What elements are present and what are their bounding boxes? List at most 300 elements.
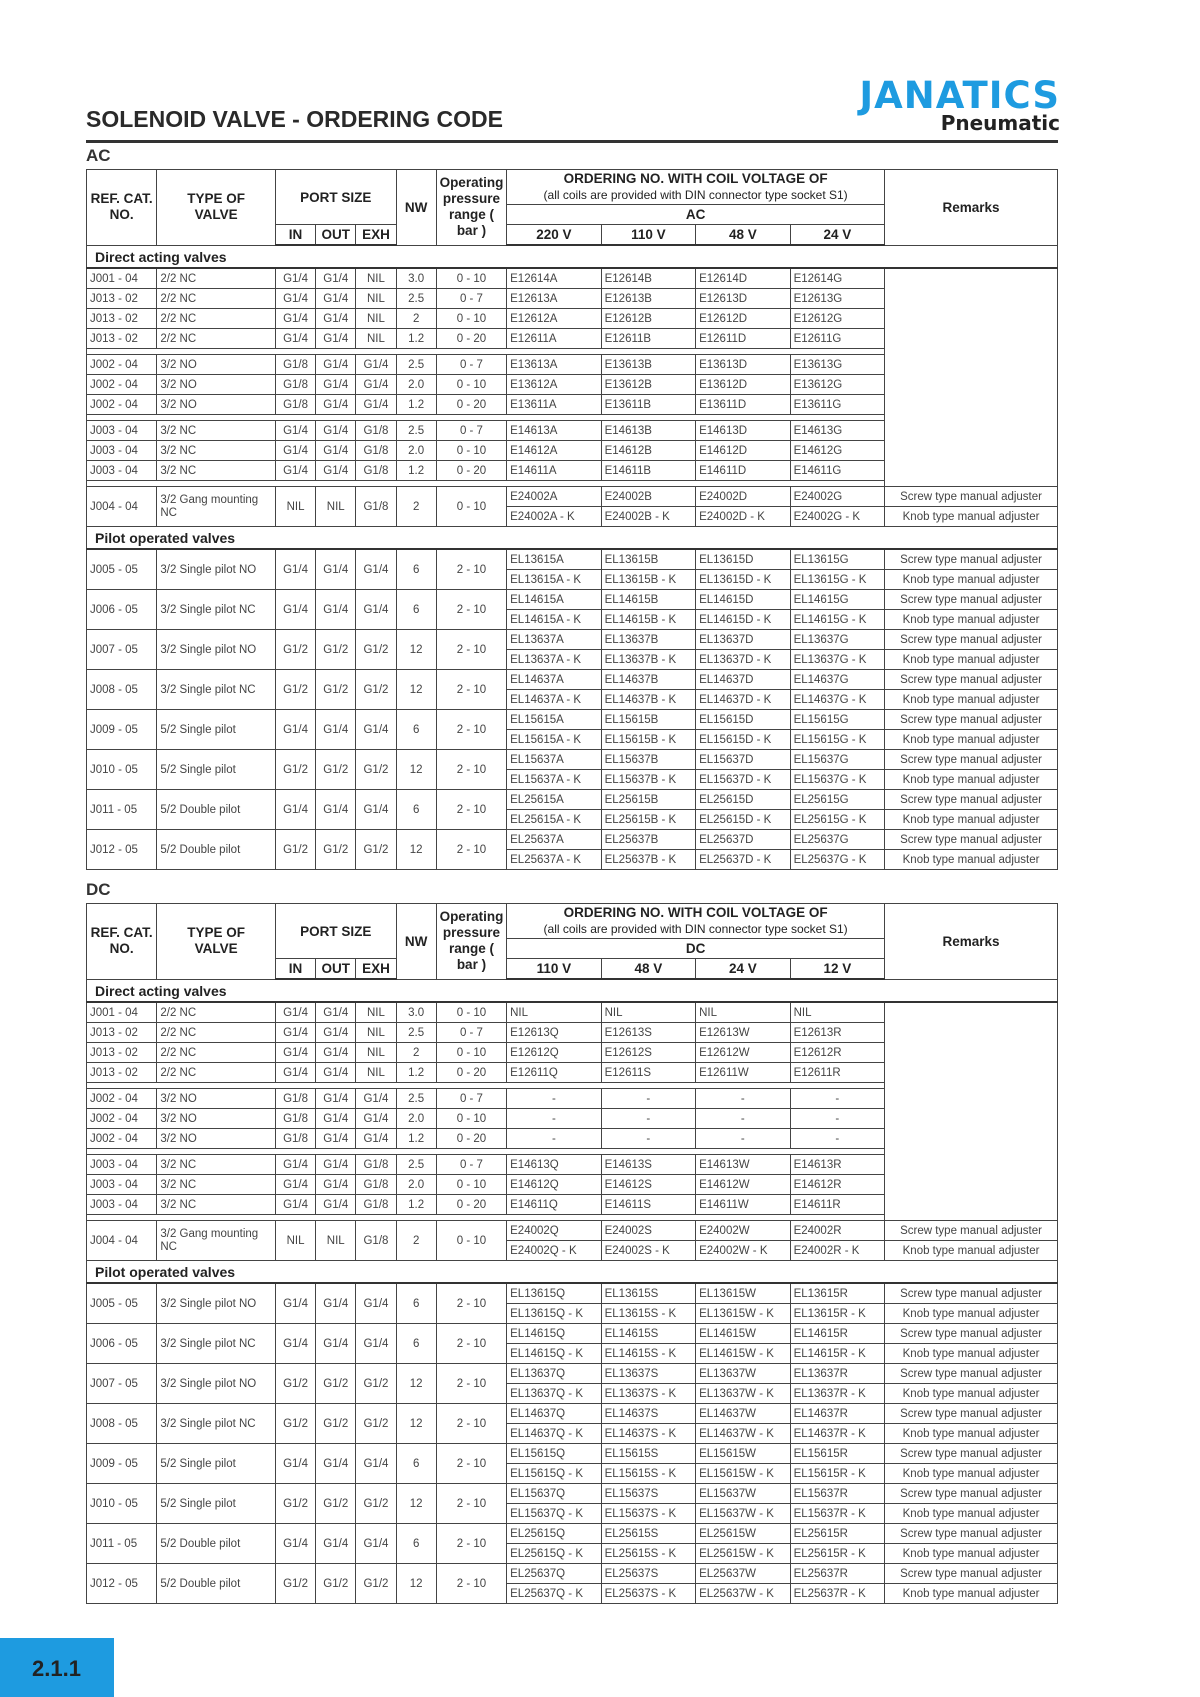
cell: G1/8	[275, 1129, 315, 1149]
cell: G1/4	[356, 355, 396, 375]
cell: J013 - 02	[87, 1023, 157, 1043]
table-row	[87, 1444, 1058, 1464]
cell: 2.5	[396, 421, 436, 441]
cell-in: G1/2	[275, 1404, 315, 1444]
cell: NIL	[356, 329, 396, 349]
cell: 1.2	[396, 461, 436, 481]
cell-remarks: Screw type manual adjuster	[885, 750, 1058, 770]
cell: 2	[396, 309, 436, 329]
cell-exh: G1/2	[356, 670, 396, 710]
cell: E12612A	[507, 309, 601, 329]
cell: G1/8	[275, 375, 315, 395]
header-pressure: Operating pressure range ( bar )	[436, 170, 506, 246]
cell-order-no: EL13637R - K	[790, 1384, 885, 1404]
cell: E13612G	[790, 375, 885, 395]
table-row	[87, 630, 1058, 650]
cell-nw: 6	[396, 1283, 436, 1324]
cell: G1/4	[275, 441, 315, 461]
cell-order-no: EL14615G - K	[790, 610, 885, 630]
cell: E14611G	[790, 461, 885, 481]
header-voltage: 48 V	[696, 225, 790, 246]
cell-type: 3/2 Gang mounting NC	[157, 1221, 276, 1261]
cell-order-no: EL13615G - K	[790, 570, 885, 590]
cell-order-no: E24002A	[507, 487, 601, 507]
cell: NIL	[356, 268, 396, 289]
cell-remarks: Screw type manual adjuster	[885, 1283, 1058, 1304]
cell-in: G1/4	[275, 1324, 315, 1364]
cell-exh: G1/4	[356, 1324, 396, 1364]
cell-type: 5/2 Double pilot	[157, 830, 276, 870]
cell-pressure: 2 - 10	[436, 1364, 506, 1404]
cell: E14613W	[696, 1155, 790, 1175]
header-ref: REF. CAT. NO.	[87, 904, 157, 980]
cell-exh: G1/4	[356, 1283, 396, 1324]
cell-order-no: EL14637B - K	[601, 690, 695, 710]
remarks-empty-cell	[885, 1002, 1058, 1221]
table-row	[87, 268, 1058, 289]
cell-exh: G1/8	[356, 487, 396, 527]
cell-nw: 6	[396, 1444, 436, 1484]
header-pressure: Operating pressure range ( bar )	[436, 904, 506, 980]
cell-out: G1/2	[316, 1564, 356, 1604]
cell-out: NIL	[316, 1221, 356, 1261]
cell-order-no: E24002S - K	[601, 1241, 695, 1261]
cell: G1/4	[316, 1023, 356, 1043]
page-number: 2.1.1	[32, 1656, 81, 1681]
cell-order-no: EL14637B	[601, 670, 695, 690]
cell-order-no: EL14615D - K	[696, 610, 790, 630]
cell: NIL	[601, 1002, 695, 1023]
cell-order-no: EL14637G - K	[790, 690, 885, 710]
cell: E14612B	[601, 441, 695, 461]
cell-order-no: E24002Q - K	[507, 1241, 601, 1261]
cell-order-no: EL13615B - K	[601, 570, 695, 590]
cell-type: 5/2 Single pilot	[157, 1484, 276, 1524]
cell-ref: J009 - 05	[87, 1444, 157, 1484]
cell: G1/4	[275, 1002, 315, 1023]
cell: G1/4	[316, 1129, 356, 1149]
cell-ref: J004 - 04	[87, 487, 157, 527]
header-port-size: PORT SIZE	[275, 170, 396, 225]
cell-ref: J007 - 05	[87, 630, 157, 670]
cell-remarks: Knob type manual adjuster	[885, 1464, 1058, 1484]
header-ordering	[507, 904, 885, 939]
cell-pressure: 0 - 10	[436, 487, 506, 527]
cell-ref: J010 - 05	[87, 750, 157, 790]
group-label: Pilot operated valves	[87, 1261, 1058, 1284]
cell-in: G1/4	[275, 590, 315, 630]
cell-order-no: EL25615A	[507, 790, 601, 810]
cell-order-no: EL15637G - K	[790, 770, 885, 790]
cell: 0 - 20	[436, 461, 506, 481]
cell: E14612W	[696, 1175, 790, 1195]
cell-type: 5/2 Single pilot	[157, 750, 276, 790]
cell-in: G1/2	[275, 1484, 315, 1524]
cell-remarks: Knob type manual adjuster	[885, 1344, 1058, 1364]
cell: 0 - 20	[436, 1063, 506, 1083]
cell: G1/4	[316, 309, 356, 329]
cell-order-no: E24002A - K	[507, 507, 601, 527]
cell: 0 - 10	[436, 268, 506, 289]
header-remarks: Remarks	[885, 170, 1058, 246]
cell: -	[601, 1089, 695, 1109]
cell-pressure: 2 - 10	[436, 790, 506, 830]
cell-remarks: Knob type manual adjuster	[885, 1544, 1058, 1564]
cell-type: 5/2 Double pilot	[157, 790, 276, 830]
cell-out: G1/4	[316, 1283, 356, 1324]
cell-order-no: EL25637Q - K	[507, 1584, 601, 1604]
cell: G1/4	[275, 289, 315, 309]
cell-order-no: EL15637A - K	[507, 770, 601, 790]
cell-order-no: E24002W - K	[696, 1241, 790, 1261]
cell-in: NIL	[275, 487, 315, 527]
cell: -	[696, 1089, 790, 1109]
cell-order-no: EL14637D - K	[696, 690, 790, 710]
cell-pressure: 2 - 10	[436, 1404, 506, 1444]
header-row	[87, 904, 1058, 939]
cell-order-no: EL25637B - K	[601, 850, 695, 870]
cell-order-no: EL14637W - K	[696, 1424, 790, 1444]
cell-order-no: EL13637W	[696, 1364, 790, 1384]
header-ordering	[507, 170, 885, 205]
cell-order-no: EL14615S	[601, 1324, 695, 1344]
cell: 0 - 10	[436, 309, 506, 329]
cell: G1/4	[316, 395, 356, 415]
cell-order-no: EL25615W	[696, 1524, 790, 1544]
cell: J003 - 04	[87, 1195, 157, 1215]
cell: 1.2	[396, 1195, 436, 1215]
cell-ref: J012 - 05	[87, 830, 157, 870]
cell-order-no: EL14637G	[790, 670, 885, 690]
cell: E12611R	[790, 1063, 885, 1083]
cell: E12612R	[790, 1043, 885, 1063]
cell: E14613G	[790, 421, 885, 441]
cell-order-no: EL14615W - K	[696, 1344, 790, 1364]
cell: E13613A	[507, 355, 601, 375]
cell-nw: 12	[396, 1404, 436, 1444]
cell: 0 - 10	[436, 1109, 506, 1129]
cell: G1/4	[275, 1175, 315, 1195]
cell-order-no: EL25615G	[790, 790, 885, 810]
cell-nw: 12	[396, 750, 436, 790]
cell-order-no: EL25615S	[601, 1524, 695, 1544]
cell: E12612D	[696, 309, 790, 329]
cell-in: G1/4	[275, 710, 315, 750]
cell: E12612W	[696, 1043, 790, 1063]
group-row-direct	[87, 979, 1058, 1002]
cell-pressure: 2 - 10	[436, 630, 506, 670]
cell-ref: J008 - 05	[87, 1404, 157, 1444]
cell: J001 - 04	[87, 268, 157, 289]
cell: G1/4	[356, 1109, 396, 1129]
cell-order-no: EL13615Q	[507, 1283, 601, 1304]
cell-exh: G1/2	[356, 1404, 396, 1444]
group-row-pilot	[87, 1261, 1058, 1284]
cell-nw: 2	[396, 487, 436, 527]
header-type: TYPE OF VALVE	[157, 904, 276, 980]
header-out: OUT	[316, 959, 356, 980]
table-row	[87, 750, 1058, 770]
cell: NIL	[356, 1002, 396, 1023]
cell-type: 3/2 Gang mounting NC	[157, 487, 276, 527]
cell-remarks: Screw type manual adjuster	[885, 1484, 1058, 1504]
cell: G1/8	[356, 1175, 396, 1195]
cell: E14612Q	[507, 1175, 601, 1195]
cell-type: 3/2 Single pilot NO	[157, 549, 276, 590]
cell: 0 - 10	[436, 441, 506, 461]
header-voltage: 48 V	[601, 959, 695, 980]
cell: NIL	[507, 1002, 601, 1023]
cell-in: G1/2	[275, 1564, 315, 1604]
cell: G1/4	[316, 1063, 356, 1083]
cell-ref: J004 - 04	[87, 1221, 157, 1261]
cell: -	[790, 1089, 885, 1109]
cell-nw: 12	[396, 1364, 436, 1404]
cell-order-no: EL25615A - K	[507, 810, 601, 830]
cell-order-no: E24002S	[601, 1221, 695, 1241]
cell: NIL	[356, 1063, 396, 1083]
cell: E12612B	[601, 309, 695, 329]
cell: 2/2 NC	[157, 309, 276, 329]
cell-out: G1/2	[316, 1364, 356, 1404]
cell-order-no: EL14637Q - K	[507, 1424, 601, 1444]
cell-order-no: EL15637R	[790, 1484, 885, 1504]
cell: G1/8	[275, 355, 315, 375]
cell-remarks: Screw type manual adjuster	[885, 1324, 1058, 1344]
cell: J013 - 02	[87, 289, 157, 309]
cell: J002 - 04	[87, 1109, 157, 1129]
cell-order-no: EL13637B	[601, 630, 695, 650]
cell-nw: 6	[396, 710, 436, 750]
cell-order-no: EL15615Q	[507, 1444, 601, 1464]
cell: G1/4	[316, 1195, 356, 1215]
group-row-pilot	[87, 527, 1058, 550]
table-row	[87, 1364, 1058, 1384]
cell-order-no: EL15615R - K	[790, 1464, 885, 1484]
cell: 0 - 20	[436, 395, 506, 415]
table-row	[87, 1324, 1058, 1344]
cell: E14611W	[696, 1195, 790, 1215]
header-exh: EXH	[356, 959, 396, 980]
cell: E14611Q	[507, 1195, 601, 1215]
cell: 0 - 7	[436, 289, 506, 309]
cell-order-no: EL14637S	[601, 1404, 695, 1424]
section-label-dc: DC	[86, 880, 111, 899]
cell-order-no: EL15637G	[790, 750, 885, 770]
table-header	[87, 170, 1058, 246]
cell: E13613B	[601, 355, 695, 375]
cell-out: G1/2	[316, 630, 356, 670]
cell: E13612D	[696, 375, 790, 395]
cell-order-no: EL13637G - K	[790, 650, 885, 670]
header-voltage: 24 V	[696, 959, 790, 980]
cell-pressure: 2 - 10	[436, 830, 506, 870]
cell-type: 3/2 Single pilot NC	[157, 590, 276, 630]
cell-order-no: EL25615R - K	[790, 1544, 885, 1564]
cell-exh: G1/2	[356, 1364, 396, 1404]
cell-order-no: EL25637D	[696, 830, 790, 850]
table-row	[87, 670, 1058, 690]
cell-order-no: EL15637S - K	[601, 1504, 695, 1524]
cell: NIL	[356, 1043, 396, 1063]
ordering-title: ORDERING NO. WITH COIL VOLTAGE OF	[563, 905, 828, 920]
cell: 2.0	[396, 1109, 436, 1129]
table-header	[87, 904, 1058, 980]
cell: 3/2 NC	[157, 441, 276, 461]
cell-order-no: EL15615Q - K	[507, 1464, 601, 1484]
cell: E13612A	[507, 375, 601, 395]
cell: G1/4	[316, 329, 356, 349]
cell-order-no: E24002D - K	[696, 507, 790, 527]
cell: G1/4	[275, 309, 315, 329]
cell-pressure: 2 - 10	[436, 750, 506, 790]
cell: G1/4	[316, 1109, 356, 1129]
header-voltage: 110 V	[601, 225, 695, 246]
cell-in: G1/2	[275, 750, 315, 790]
cell: J002 - 04	[87, 1129, 157, 1149]
cell: 2.5	[396, 1155, 436, 1175]
cell-exh: G1/4	[356, 1444, 396, 1484]
cell: E12613W	[696, 1023, 790, 1043]
cell: -	[507, 1089, 601, 1109]
cell-out: G1/2	[316, 1404, 356, 1444]
cell: E14611R	[790, 1195, 885, 1215]
cell: 0 - 7	[436, 355, 506, 375]
cell: E12611A	[507, 329, 601, 349]
cell-order-no: EL15615R	[790, 1444, 885, 1464]
brand-subtitle: Pneumatic	[940, 111, 1060, 135]
header-voltage: 220 V	[507, 225, 601, 246]
cell: 3/2 NO	[157, 355, 276, 375]
cell: 3/2 NO	[157, 1089, 276, 1109]
cell: -	[696, 1129, 790, 1149]
cell-ref: J005 - 05	[87, 1283, 157, 1324]
cell-in: NIL	[275, 1221, 315, 1261]
cell: G1/8	[356, 441, 396, 461]
cell-order-no: EL15637D	[696, 750, 790, 770]
cell-order-no: EL13615A	[507, 549, 601, 570]
cell-order-no: EL13615Q - K	[507, 1304, 601, 1324]
cell-order-no: EL14615R	[790, 1324, 885, 1344]
cell-order-no: EL14615S - K	[601, 1344, 695, 1364]
ordering-table-dc	[86, 903, 1058, 1604]
cell: J003 - 04	[87, 421, 157, 441]
cell: 2.0	[396, 375, 436, 395]
cell: E13611D	[696, 395, 790, 415]
header-voltage: 12 V	[790, 959, 885, 980]
cell: E12611G	[790, 329, 885, 349]
cell: J001 - 04	[87, 1002, 157, 1023]
cell: 1.2	[396, 1063, 436, 1083]
cell-order-no: EL13615A - K	[507, 570, 601, 590]
cell: G1/8	[356, 1195, 396, 1215]
cell: E12612S	[601, 1043, 695, 1063]
cell-order-no: EL25637S	[601, 1564, 695, 1584]
cell: G1/4	[275, 1023, 315, 1043]
cell-order-no: EL25637A	[507, 830, 601, 850]
cell-order-no: EL25615B - K	[601, 810, 695, 830]
cell-order-no: EL13615R - K	[790, 1304, 885, 1324]
cell: G1/4	[316, 441, 356, 461]
cell-remarks: Knob type manual adjuster	[885, 730, 1058, 750]
cell: 2/2 NC	[157, 289, 276, 309]
cell: G1/4	[356, 395, 396, 415]
cell: E13611B	[601, 395, 695, 415]
cell: E12611Q	[507, 1063, 601, 1083]
cell-order-no: EL15615D - K	[696, 730, 790, 750]
cell-order-no: EL25615S - K	[601, 1544, 695, 1564]
cell: G1/4	[316, 421, 356, 441]
cell: G1/8	[356, 421, 396, 441]
cell-order-no: E24002D	[696, 487, 790, 507]
cell-order-no: EL25637R - K	[790, 1584, 885, 1604]
cell: E12612G	[790, 309, 885, 329]
cell-ref: J010 - 05	[87, 1484, 157, 1524]
cell-pressure: 2 - 10	[436, 710, 506, 750]
cell: J003 - 04	[87, 461, 157, 481]
cell-ref: J009 - 05	[87, 710, 157, 750]
cell-remarks: Screw type manual adjuster	[885, 590, 1058, 610]
cell-remarks: Knob type manual adjuster	[885, 570, 1058, 590]
cell-order-no: EL13637D	[696, 630, 790, 650]
cell: J002 - 04	[87, 1089, 157, 1109]
cell-remarks: Knob type manual adjuster	[885, 1241, 1058, 1261]
cell-order-no: E24002Q	[507, 1221, 601, 1241]
cell-order-no: EL14615B - K	[601, 610, 695, 630]
cell: E13612B	[601, 375, 695, 395]
cell-ref: J005 - 05	[87, 549, 157, 590]
cell: NIL	[696, 1002, 790, 1023]
cell: G1/4	[356, 1129, 396, 1149]
cell-order-no: E24002W	[696, 1221, 790, 1241]
cell-order-no: EL15615W - K	[696, 1464, 790, 1484]
cell: 0 - 10	[436, 1002, 506, 1023]
cell-order-no: EL25615D - K	[696, 810, 790, 830]
cell-type: 3/2 Single pilot NO	[157, 1283, 276, 1324]
cell-nw: 6	[396, 790, 436, 830]
cell-order-no: EL15637B	[601, 750, 695, 770]
cell: 3.0	[396, 268, 436, 289]
cell-exh: G1/2	[356, 630, 396, 670]
cell: 3/2 NC	[157, 1195, 276, 1215]
cell: G1/4	[316, 1002, 356, 1023]
cell: G1/8	[356, 461, 396, 481]
cell-ref: J011 - 05	[87, 1524, 157, 1564]
cell-order-no: EL25637D - K	[696, 850, 790, 870]
cell: E12613B	[601, 289, 695, 309]
cell: J002 - 04	[87, 355, 157, 375]
cell-order-no: EL15615G - K	[790, 730, 885, 750]
cell: E12612Q	[507, 1043, 601, 1063]
header-type: TYPE OF VALVE	[157, 170, 276, 246]
cell: J013 - 02	[87, 329, 157, 349]
cell: 0 - 7	[436, 1089, 506, 1109]
cell: E12613A	[507, 289, 601, 309]
cell-order-no: EL15637Q - K	[507, 1504, 601, 1524]
cell-remarks: Knob type manual adjuster	[885, 1384, 1058, 1404]
cell-order-no: EL13637Q	[507, 1364, 601, 1384]
cell: E12614B	[601, 268, 695, 289]
cell: 0 - 7	[436, 1023, 506, 1043]
cell: E13613G	[790, 355, 885, 375]
cell-out: G1/4	[316, 1324, 356, 1364]
cell-order-no: EL25637G - K	[790, 850, 885, 870]
cell-order-no: EL25615D	[696, 790, 790, 810]
cell: NIL	[356, 309, 396, 329]
cell: E14613A	[507, 421, 601, 441]
cell: G1/4	[316, 1155, 356, 1175]
cell: 2.5	[396, 289, 436, 309]
